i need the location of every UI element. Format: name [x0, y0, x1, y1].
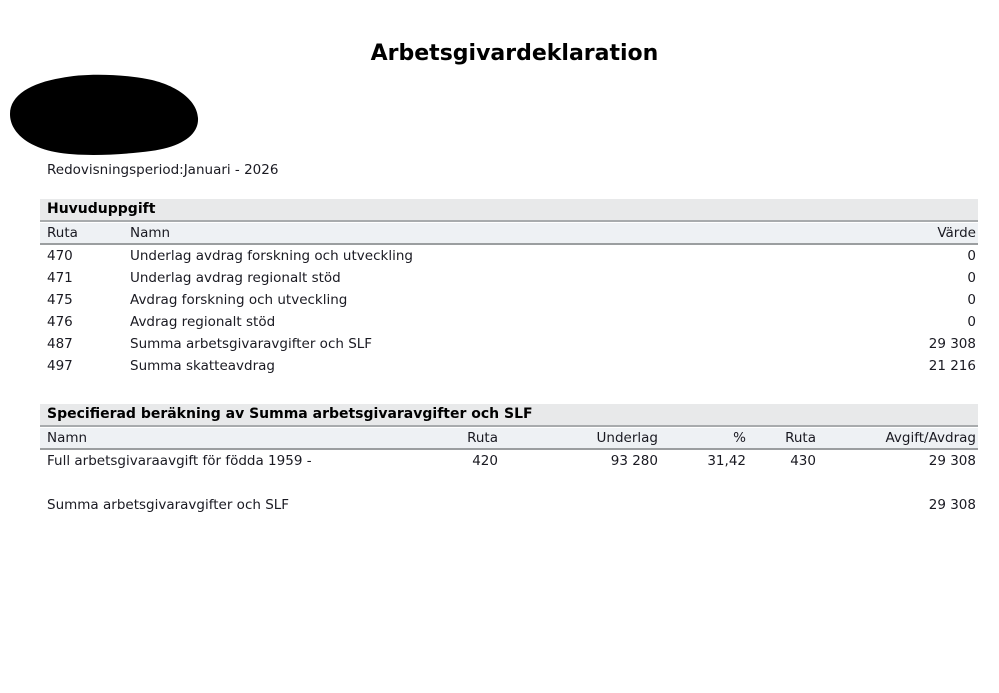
table-cell: 470 — [47, 248, 73, 264]
table-cell: 0 — [967, 314, 976, 330]
table-cell — [748, 472, 818, 494]
huvuduppgift-table — [40, 223, 978, 377]
reporting-period — [47, 162, 278, 178]
table-cell: 29 308 — [928, 336, 976, 352]
table-row — [40, 267, 978, 289]
table-cell: 29 308 — [928, 453, 976, 469]
table-cell: 476 — [47, 314, 73, 330]
table-cell: 93 280 — [610, 453, 658, 469]
table-cell: 497 — [47, 358, 73, 374]
redaction-blob-shape — [9, 73, 200, 157]
table-cell: Full arbetsgivaraavgift för födda 1959 - — [47, 453, 312, 469]
table-cell: 31,42 — [707, 453, 746, 469]
table-cell — [500, 494, 660, 516]
table-cell: 487 — [47, 336, 73, 352]
table-cell: Underlag avdrag regionalt stöd — [130, 270, 341, 286]
table-cell: 21 216 — [928, 358, 976, 374]
section-title-specificerad-berakning: Specifierad beräkning av Summa arbetsgivaravgifter och SLF — [40, 404, 978, 427]
section-huvuduppgift — [40, 199, 978, 377]
table-row — [40, 472, 978, 494]
table-cell — [818, 472, 978, 494]
table-cell: Summa arbetsgivaravgifter och SLF — [130, 336, 373, 352]
column-header: Ruta — [748, 428, 818, 449]
specificerad-berakning-table — [40, 428, 978, 516]
column-header: Ruta — [420, 428, 500, 449]
specificerad-header-row — [40, 428, 978, 449]
table-row — [40, 494, 978, 516]
column-header: Namn — [130, 223, 818, 244]
table-cell: Underlag avdrag forskning och utveckling — [130, 248, 413, 264]
column-header: Värde — [818, 223, 978, 244]
table-cell: 0 — [967, 270, 976, 286]
table-cell: Avdrag forskning och utveckling — [130, 292, 348, 308]
table-cell: 430 — [790, 453, 816, 469]
table-cell — [660, 472, 748, 494]
table-cell: 475 — [47, 292, 73, 308]
table-row — [40, 355, 978, 377]
table-cell — [660, 494, 748, 516]
page-title: Arbetsgivardeklaration — [370, 41, 659, 66]
column-header: Ruta — [40, 223, 130, 244]
table-row — [40, 244, 978, 267]
column-header: % — [660, 428, 748, 449]
table-row — [40, 289, 978, 311]
table-cell: 0 — [967, 248, 976, 264]
table-row — [40, 311, 978, 333]
table-cell: 0 — [967, 292, 976, 308]
table-row — [40, 333, 978, 355]
table-cell — [748, 494, 818, 516]
column-header: Underlag — [500, 428, 660, 449]
redaction-blob — [9, 73, 200, 157]
column-header: Namn — [40, 428, 420, 449]
column-header: Avgift/Avdrag — [818, 428, 978, 449]
section-specificerad-berakning — [40, 404, 978, 516]
section-title-huvuduppgift: Huvuduppgift — [40, 199, 978, 222]
table-cell: 29 308 — [928, 497, 976, 513]
table-cell: 471 — [47, 270, 73, 286]
table-row — [40, 449, 978, 472]
table-cell — [500, 472, 660, 494]
table-cell — [40, 472, 420, 494]
reporting-period-label: Redovisningsperiod: — [47, 162, 184, 178]
table-cell: 420 — [472, 453, 498, 469]
table-cell: Summa skatteavdrag — [130, 358, 275, 374]
table-cell: Avdrag regionalt stöd — [130, 314, 276, 330]
table-cell — [420, 472, 500, 494]
huvuduppgift-header-row — [40, 223, 978, 244]
table-cell — [420, 494, 500, 516]
reporting-period-value: Januari - 2026 — [183, 162, 279, 178]
table-cell: Summa arbetsgivaravgifter och SLF — [47, 497, 290, 513]
